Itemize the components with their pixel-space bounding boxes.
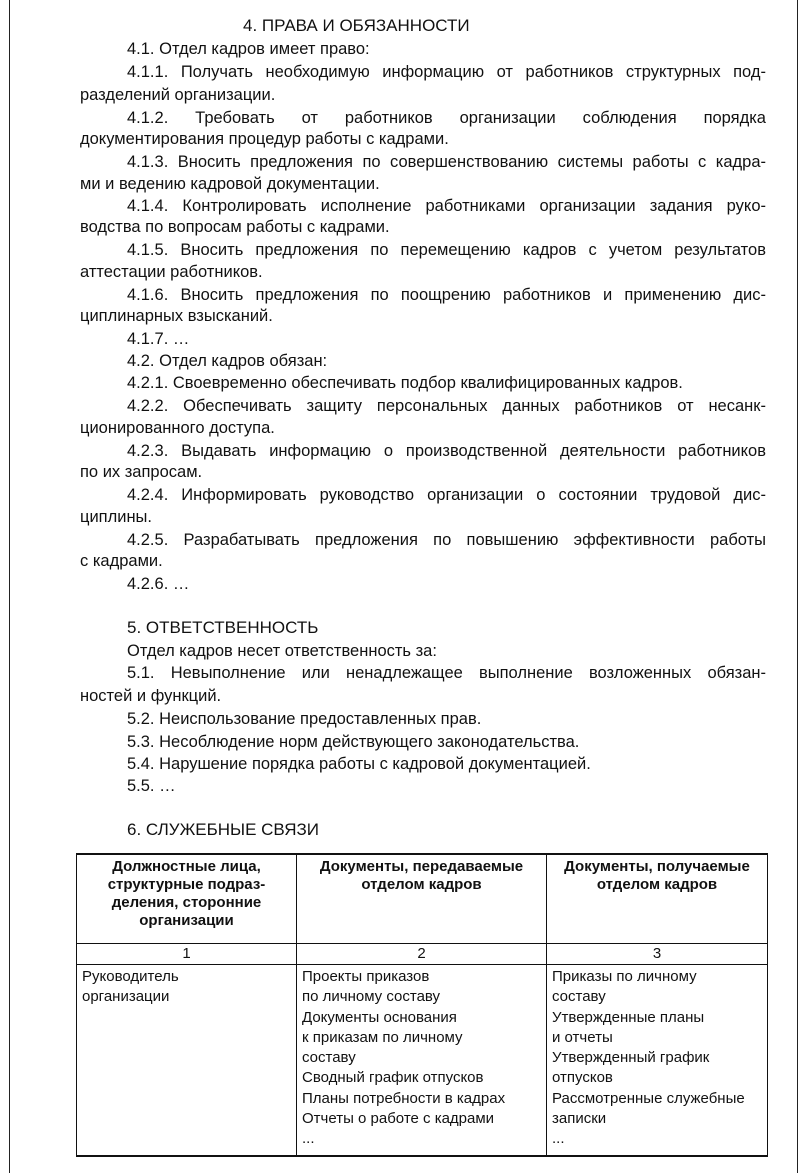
item-4-2-4-line1: 4.2.4. Информировать руководство организации о состоянии трудовой дис-: [127, 486, 766, 504]
header-line: отделом кадров: [361, 876, 482, 893]
cell-line: Рассмотренные служебные: [552, 1089, 745, 1107]
section-5-heading: 5. ОТВЕТСТВЕННОСТЬ: [127, 618, 319, 637]
item-5-1-line2: ностей и функций.: [80, 687, 222, 705]
item-4-1-7: 4.1.7. …: [127, 330, 190, 348]
item-4-2-2-line2: ционированного доступа.: [80, 419, 275, 437]
item-5-5: 5.5. …: [127, 777, 176, 795]
cell-line: ...: [552, 1130, 565, 1148]
header-cell-officials: [77, 854, 297, 944]
cell-line: отпусков: [552, 1069, 613, 1087]
item-4-2-5-line2: с кадрами.: [80, 552, 163, 570]
item-4-2-5-line1: 4.2.5. Разрабатывать предложения по повышению эффективности работы: [127, 531, 766, 549]
header-line: структурные подраз-: [107, 876, 266, 893]
header-cell-received-documents: [547, 854, 768, 944]
item-5-1-line1: 5.1. Невыполнение или ненадлежащее выполнение возложенных обязан-: [127, 664, 766, 682]
item-5-3: 5.3. Несоблюдение норм действующего законодательства.: [127, 733, 580, 751]
item-4-1-6-line1: 4.1.6. Вносить предложения по поощрению работников и применению дис-: [127, 286, 766, 304]
item-4-1-5-line1: 4.1.5. Вносить предложения по перемещению кадров с учетом результатов: [127, 241, 766, 259]
cell-line: Отчеты о работе с кадрами: [302, 1110, 495, 1128]
cell-line: составу: [552, 988, 606, 1006]
cell-line: Документы основания: [302, 1008, 457, 1026]
service-relations-table: [76, 853, 768, 1157]
item-4-1-1-line2: разделений организации.: [80, 86, 276, 104]
item-5-4: 5.4. Нарушение порядка работы с кадровой документацией.: [127, 755, 591, 773]
item-4-1-2-line1: 4.1.2. Требовать от работников организации соблюдения порядка: [127, 109, 766, 127]
header-line: отделом кадров: [596, 876, 718, 893]
header-line: Документы, передаваемые: [319, 858, 524, 875]
cell-line: к приказам по личному: [302, 1028, 463, 1046]
cell-line: записки: [552, 1110, 607, 1128]
cell-received-documents: [547, 965, 768, 1156]
item-4-2-3-line2: по их запросам.: [80, 463, 203, 481]
header-line: организации: [139, 912, 234, 929]
item-4-1-6-line2: циплинарных взысканий.: [80, 307, 273, 325]
cell-officials: [77, 965, 297, 1156]
page-edge-left: [9, 0, 10, 1173]
section-4-heading: 4. ПРАВА И ОБЯЗАННОСТИ: [243, 16, 470, 35]
cell-line: по личному составу: [302, 988, 441, 1006]
cell-line: и отчеты: [552, 1028, 613, 1046]
header-line: Должностные лица,: [112, 858, 261, 875]
cell-line: Проекты приказов: [302, 968, 430, 985]
item-4-1-2-line2: документирования процедур работы с кадрами.: [80, 130, 449, 148]
header-cell-sent-documents: [297, 854, 547, 944]
item-4-2-3-line1: 4.2.3. Выдавать информацию о производственной деятельности работников: [127, 442, 766, 460]
header-line: деления, сторонние: [111, 894, 262, 911]
table-header-row: [77, 854, 768, 944]
item-4-1-1-line1: 4.1.1. Получать необходимую информацию от работников структурных под-: [127, 63, 766, 81]
item-4-1-5-line2: аттестации работников.: [80, 263, 263, 281]
header-line: Документы, получаемые: [564, 858, 750, 875]
item-5-2: 5.2. Неиспользование предоставленных прав.: [127, 710, 482, 728]
table-row: [77, 965, 768, 1156]
cell-line: Руководитель: [82, 968, 179, 985]
cell-line: Утвержденный график: [552, 1049, 710, 1067]
section-5-intro: Отдел кадров несет ответственность за:: [127, 642, 437, 660]
page-edge-right: [797, 0, 798, 1173]
item-4-2-1: 4.2.1. Своевременно обеспечивать подбор квалифицированных кадров.: [127, 374, 683, 392]
item-4-1-3-line2: ми и ведению кадровой документации.: [80, 175, 380, 193]
cell-line: Сводный график отпусков: [302, 1069, 484, 1087]
item-4-2-6: 4.2.6. …: [127, 575, 190, 593]
item-4-1: 4.1. Отдел кадров имеет право:: [127, 40, 370, 58]
cell-line: Приказы по личному: [552, 968, 697, 985]
column-number: 2: [297, 944, 547, 965]
column-number: 3: [547, 944, 768, 965]
cell-line: ...: [302, 1130, 315, 1148]
column-number: 1: [77, 944, 297, 965]
table-number-row: [77, 944, 768, 965]
item-4-2: 4.2. Отдел кадров обязан:: [127, 352, 328, 370]
cell-line: составу: [302, 1049, 356, 1067]
cell-line: организации: [82, 988, 170, 1006]
item-4-1-4-line2: водства по вопросам работы с кадрами.: [80, 218, 390, 236]
item-4-1-4-line1: 4.1.4. Контролировать исполнение работниками организации задания руко-: [127, 197, 766, 215]
item-4-2-2-line1: 4.2.2. Обеспечивать защиту персональных данных работников от несанк-: [127, 397, 766, 415]
cell-sent-documents: [297, 965, 547, 1156]
section-6-heading: 6. СЛУЖЕБНЫЕ СВЯЗИ: [127, 820, 319, 839]
cell-line: Утвержденные планы: [552, 1008, 705, 1026]
item-4-2-4-line2: циплины.: [80, 508, 153, 526]
cell-line: Планы потребности в кадрах: [302, 1089, 506, 1107]
item-4-1-3-line1: 4.1.3. Вносить предложения по совершенствованию системы работы с кадра-: [127, 153, 766, 171]
